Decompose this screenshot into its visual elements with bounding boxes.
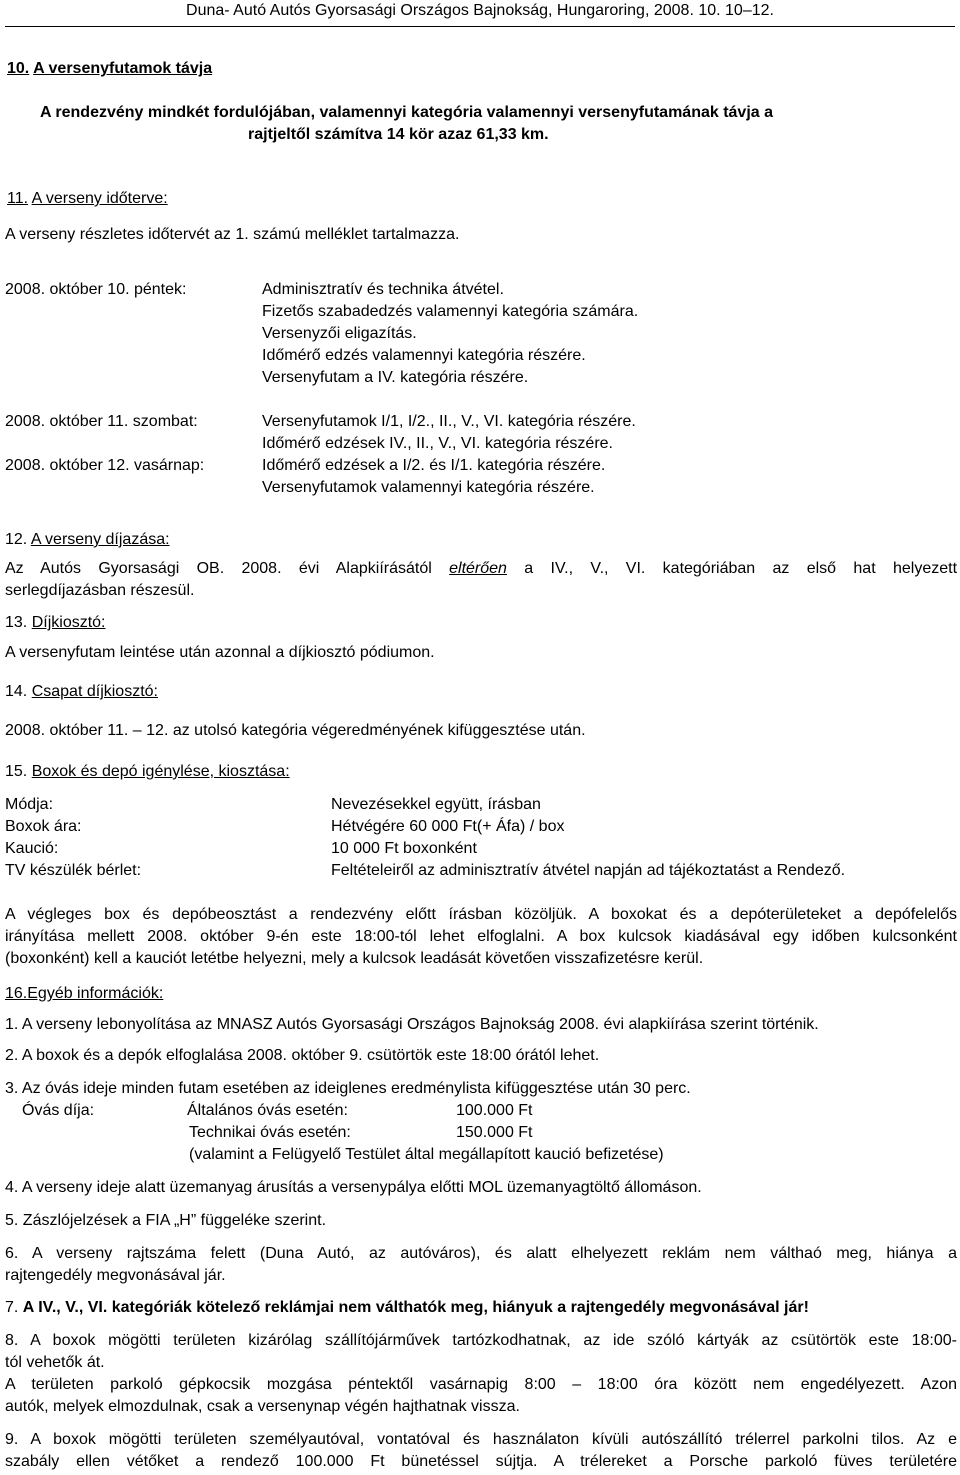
section-12-text-a: Az Autós Gyorsasági OB. 2008. évi Alapkiírásától <box>5 560 432 577</box>
section-10-title: A versenyfutamok távja <box>33 60 213 77</box>
fee-general-value: 100.000 Ft <box>456 1102 533 1119</box>
section-13-number: 13. <box>5 614 28 631</box>
schedule-item: Versenyzői eligazítás. <box>262 325 417 342</box>
schedule-item: Időmérő edzések IV., II., V., VI. kategória részére. <box>262 435 613 452</box>
schedule-item: Időmérő edzések a I/2. és I/1. kategória részére. <box>262 457 606 474</box>
section-14-text: 2008. október 11. – 12. az utolsó kategória végeredményének kifüggesztése után. <box>5 722 586 739</box>
section-12-emphasis: eltérően <box>449 560 507 577</box>
header-rule <box>5 26 955 27</box>
schedule-item: Időmérő edzés valamennyi kategória részére. <box>262 347 586 364</box>
info-item-8-line: autók, melyek elmozdulnak, csak a versenynap végén hajthatnak vissza. <box>5 1398 520 1415</box>
section-13-heading <box>5 612 106 633</box>
schedule-date-sat: 2008. október 11. szombat: <box>5 413 198 430</box>
box-paragraph-line: A végleges box és depóbeosztást a rendezvény előtt írásban közöljük. A boxokat és a depóterületeket a depófelelős <box>5 906 957 923</box>
fee-label: Óvás díja: <box>22 1102 95 1119</box>
schedule-item: Adminisztratív és technika átvétel. <box>262 281 504 298</box>
section-11-number: 11. <box>7 190 29 207</box>
info-item-9-line: 9. A boxok mögötti területen személyautóval, vontatóval és használaton kívüli autószállító trélerrel parkolni tilos. Az e <box>5 1431 957 1448</box>
section-12-heading <box>5 529 170 550</box>
info-item-2: 2. A boxok és a depók elfoglalása 2008. október 9. csütörtök este 18:00 órától lehet. <box>5 1047 600 1064</box>
schedule-item: Versenyfutam a IV. kategória részére. <box>262 369 529 386</box>
info-item-1: 1. A verseny lebonyolítása az MNASZ Autós Gyorsasági Országos Bajnokság 2008. évi alapkiírása szerint történik. <box>5 1016 819 1033</box>
section-11-title: A verseny időterve: <box>31 190 168 207</box>
section-16-title: 16.Egyéb információk: <box>5 985 164 1002</box>
section-11-heading <box>7 188 168 209</box>
info-item-8-line: tól vehetők át. <box>5 1354 105 1371</box>
info-item-4: 4. A verseny ideje alatt üzemanyag árusítás a versenypálya előtti MOL üzemanyagtöltő állomáson. <box>5 1179 702 1196</box>
info-item-8-line: 8. A boxok mögötti területen kizárólag szállítójárművek tartózkodhatnak, az ide szóló kártyák az csütörtök este 18:00- <box>5 1332 957 1349</box>
fee-general-name: Általános óvás esetén: <box>187 1102 348 1119</box>
info-item-5: 5. Zászlójelzések a FIA „H” függeléke szerint. <box>5 1212 327 1229</box>
schedule-item: Versenyfutamok I/1, I/2., II., V., VI. kategória részére. <box>262 413 636 430</box>
section-12-text-b: a IV., V., VI. kategóriában az első hat helyezett <box>524 560 958 577</box>
section-13-title: Díjkiosztó: <box>31 614 106 631</box>
section-12-title: A verseny díjazása: <box>30 531 170 548</box>
info-item-7-text: A IV., V., VI. kategóriák kötelező reklámjai nem válthatók meg, hiányuk a rajtengedély megvonásával jár! <box>22 1299 809 1316</box>
section-10-line-1: A rendezvény mindkét fordulójában, valamennyi kategória valamennyi versenyfutamának távja a <box>40 104 774 121</box>
fee-technical-name: Technikai óvás esetén: <box>189 1124 351 1141</box>
section-12-line-1 <box>5 558 957 579</box>
schedule-date-fri: 2008. október 10. péntek: <box>5 281 187 298</box>
schedule-date-sun: 2008. október 12. vasárnap: <box>5 457 205 474</box>
info-item-9-line: szabály ellen vétőket a rendező 100.000 Ft bünetéssel sújtja. A trélereket a Porsche parkoló füves területére <box>5 1453 957 1470</box>
section-12-line-2: serlegdíjazásban részesül. <box>5 582 195 599</box>
section-11-intro: A verseny részletes időtervét az 1. számú melléklet tartalmazza. <box>5 226 460 243</box>
info-item-7-number: 7. <box>5 1299 19 1316</box>
box-paragraph-line: irányítása mellett 2008. október 9-én este 18:00-tól lehet elfoglalni. A box kulcsok kiadásával egy időben kulcsonként <box>5 928 957 945</box>
info-item-7 <box>5 1297 809 1318</box>
schedule-item: Versenyfutamok valamennyi kategória részére. <box>262 479 595 496</box>
box-row-label: Módja: <box>5 796 54 813</box>
box-row-value: Feltételeiről az adminisztratív átvétel napján ad tájékoztatást a Rendező. <box>331 862 846 879</box>
fee-note: (valamint a Felügyelő Testület által megállapított kaució befizetése) <box>189 1146 664 1163</box>
section-15-number: 15. <box>5 763 28 780</box>
info-item-6-line: rajtengedély megvonásával jár. <box>5 1267 226 1284</box>
section-12-number: 12. <box>5 531 28 548</box>
section-13-text: A versenyfutam leintése után azonnal a díjkiosztó pódiumon. <box>5 644 435 661</box>
box-row-label: Kaució: <box>5 840 59 857</box>
box-row-label: TV készülék bérlet: <box>5 862 142 879</box>
box-paragraph-line: (boxonként) kell a kauciót letétbe helyezni, mely a kulcsok leadását követően visszafizetésre kerül. <box>5 950 704 967</box>
fee-technical-value: 150.000 Ft <box>456 1124 533 1141</box>
section-10-line-2: rajtjeltől számítva 14 kör azaz 61,33 km. <box>248 126 549 143</box>
page-header: Duna- Autó Autós Gyorsasági Országos Bajnokság, Hungaroring, 2008. 10. 10–12. <box>186 2 774 19</box>
section-15-title: Boxok és depó igénylése, kiosztása: <box>31 763 290 780</box>
section-14-heading <box>5 681 158 702</box>
section-14-number: 14. <box>5 683 28 700</box>
box-row-value: Hétvégére 60 000 Ft(+ Áfa) / box <box>331 818 565 835</box>
section-10-number: 10. <box>7 60 30 77</box>
info-item-6-line: 6. A verseny rajtszáma felett (Duna Autó, az autóváros), és alatt elhelyezett reklám nem válthaó meg, hiánya a <box>5 1245 957 1262</box>
box-row-value: Nevezésekkel együtt, írásban <box>331 796 541 813</box>
schedule-item: Fizetős szabadedzés valamennyi kategória számára. <box>262 303 639 320</box>
section-15-heading <box>5 761 290 782</box>
info-item-3: 3. Az óvás ideje minden futam esetében az ideiglenes eredménylista kifüggesztése után 30 perc. <box>5 1080 691 1097</box>
info-item-8-line: A területen parkoló gépkocsik mozgása péntektől vasárnapig 8:00 – 18:00 óra között nem engedélyezett. Azon <box>5 1376 957 1393</box>
section-14-title: Csapat díjkiosztó: <box>31 683 158 700</box>
section-10-heading <box>7 58 212 79</box>
box-row-label: Boxok ára: <box>5 818 82 835</box>
box-row-value: 10 000 Ft boxonként <box>331 840 477 857</box>
